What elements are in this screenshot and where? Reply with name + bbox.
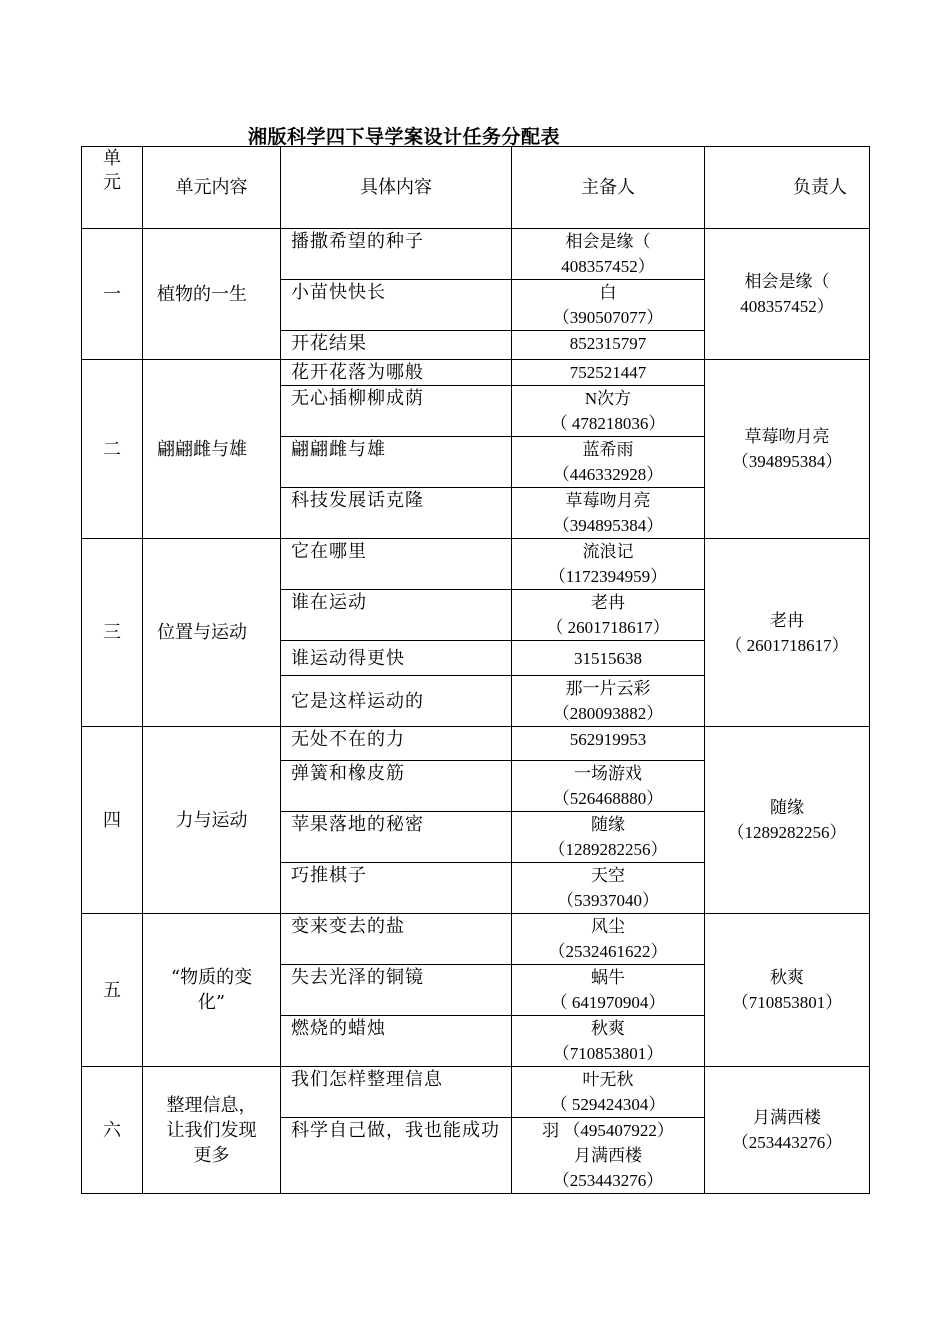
prep-line: 408357452） xyxy=(561,257,655,276)
prep-cell xyxy=(512,863,705,914)
topic-cell: 失去光泽的铜镜 xyxy=(281,965,512,1016)
prep-line: （2532461622） xyxy=(548,942,668,961)
prep-line: 老冉 xyxy=(591,593,625,612)
prep-line: 那一片云彩 xyxy=(565,679,651,698)
prep-cell xyxy=(512,1016,705,1067)
unit-number: 二 xyxy=(82,360,143,539)
prep-line: （390507077） xyxy=(552,308,664,327)
prep-cell xyxy=(512,1118,705,1194)
topic-cell: 苹果落地的秘密 xyxy=(281,812,512,863)
unit-number: 四 xyxy=(82,727,143,914)
resp-line: （ 2601718617） xyxy=(725,635,849,655)
resp-cell xyxy=(705,1067,870,1194)
unit-number: 五 xyxy=(82,914,143,1067)
resp-line: （1289282256） xyxy=(727,823,847,842)
header-content: 单元内容 xyxy=(143,147,281,229)
header-unit xyxy=(82,147,143,229)
prep-line: （710853801） xyxy=(552,1044,664,1063)
topic-cell: 燃烧的蜡烛 xyxy=(281,1016,512,1067)
unit-name: 力与运动 xyxy=(143,727,281,914)
unit-number: 六 xyxy=(82,1067,143,1194)
header-detail: 具体内容 xyxy=(281,147,512,229)
resp-line: 月满西楼 xyxy=(753,1108,821,1127)
resp-line: 随缘 xyxy=(770,798,804,817)
prep-cell xyxy=(512,812,705,863)
unit-name xyxy=(143,1067,281,1194)
prep-cell xyxy=(512,590,705,641)
prep-cell xyxy=(512,488,705,539)
prep-line: （1172394959） xyxy=(548,567,668,586)
topic-cell: 翩翩雌与雄 xyxy=(281,437,512,488)
header-unit-line2: 元 xyxy=(103,172,121,193)
prep-line: （446332928） xyxy=(552,465,664,484)
prep-line: 风尘 xyxy=(591,917,625,936)
prep-line: 羽 （495407922） xyxy=(542,1121,674,1140)
prep-cell xyxy=(512,965,705,1016)
task-assignment-table xyxy=(81,146,870,1194)
prep-cell xyxy=(512,280,705,331)
resp-line: （253443276） xyxy=(731,1133,843,1152)
resp-cell xyxy=(705,727,870,914)
resp-cell xyxy=(705,914,870,1067)
table-row xyxy=(82,539,870,590)
topic-cell: 无心插柳柳成荫 xyxy=(281,386,512,437)
topic-cell: 我们怎样整理信息 xyxy=(281,1067,512,1118)
prep-line: 852315797 xyxy=(569,334,647,353)
unit-name-line: 更多 xyxy=(193,1144,230,1166)
prep-cell xyxy=(512,914,705,965)
resp-cell xyxy=(705,229,870,360)
prep-line: 流浪记 xyxy=(582,542,634,561)
resp-line: 草莓吻月亮 xyxy=(744,427,830,446)
unit-number: 三 xyxy=(82,539,143,727)
prep-cell xyxy=(512,727,705,761)
unit-name-line: “物质的变 xyxy=(170,967,253,988)
table-row xyxy=(82,914,870,965)
prep-line: N次方 xyxy=(584,389,632,408)
prep-cell xyxy=(512,641,705,676)
prep-line: 一场游戏 xyxy=(574,764,642,783)
prep-line: 天空 xyxy=(591,866,625,885)
topic-cell: 谁运动得更快 xyxy=(281,641,512,676)
prep-line: 562919953 xyxy=(569,730,647,749)
topic-cell: 花开花落为哪般 xyxy=(281,360,512,386)
topic-cell: 弹簧和橡皮筋 xyxy=(281,761,512,812)
prep-line: （ 478218036） xyxy=(550,414,666,433)
prep-line: （253443276） xyxy=(552,1171,664,1190)
table-row xyxy=(82,229,870,280)
topic-cell: 巧推棋子 xyxy=(281,863,512,914)
unit-number: 一 xyxy=(82,229,143,360)
prep-cell xyxy=(512,229,705,280)
table-row xyxy=(82,1067,870,1118)
table-row xyxy=(82,727,870,761)
prep-line: 蜗牛 xyxy=(591,968,625,987)
prep-line: 随缘 xyxy=(591,815,625,834)
resp-line: （394895384） xyxy=(731,452,843,471)
topic-cell: 谁在运动 xyxy=(281,590,512,641)
header-resp: 负责人 xyxy=(705,147,870,229)
table-row xyxy=(82,360,870,386)
topic-cell: 小苗快快长 xyxy=(281,280,512,331)
topic-cell: 它在哪里 xyxy=(281,539,512,590)
prep-line: 蓝希雨 xyxy=(582,440,634,459)
prep-cell xyxy=(512,539,705,590)
prep-line: （394895384） xyxy=(552,516,664,535)
prep-line: （280093882） xyxy=(552,704,664,723)
resp-cell xyxy=(705,360,870,539)
unit-name: 位置与运动 xyxy=(143,539,281,727)
unit-name: 植物的一生 xyxy=(143,229,281,360)
prep-cell xyxy=(512,1067,705,1118)
topic-cell: 科学自己做，我也能成功 xyxy=(281,1118,512,1194)
topic-cell: 开花结果 xyxy=(281,331,512,360)
prep-line: （526468880） xyxy=(552,789,664,808)
header-row xyxy=(82,147,870,229)
prep-line: 草莓吻月亮 xyxy=(565,491,651,510)
unit-name-line: 整理信息， xyxy=(166,1094,257,1116)
topic-cell: 无处不在的力 xyxy=(281,727,512,761)
prep-line: （ 2601718617） xyxy=(546,618,670,637)
prep-line: 白 xyxy=(599,283,617,302)
unit-name-line: 化” xyxy=(197,992,226,1013)
prep-line: 752521447 xyxy=(569,363,647,382)
prep-cell xyxy=(512,360,705,386)
header-prep: 主备人 xyxy=(512,147,705,229)
resp-line: 秋爽 xyxy=(770,968,804,987)
resp-line: 408357452） xyxy=(740,297,834,316)
unit-name xyxy=(143,914,281,1067)
prep-line: （ 641970904） xyxy=(550,993,666,1012)
prep-line: 月满西楼 xyxy=(574,1146,642,1165)
unit-name: 翩翩雌与雄 xyxy=(143,360,281,539)
prep-line: （1289282256） xyxy=(548,840,668,859)
resp-line: 老冉 xyxy=(770,610,804,630)
prep-cell xyxy=(512,437,705,488)
resp-cell xyxy=(705,539,870,727)
topic-cell: 播撒希望的种子 xyxy=(281,229,512,280)
prep-cell xyxy=(512,676,705,727)
prep-line: 相会是缘（ xyxy=(565,232,651,251)
prep-cell xyxy=(512,331,705,360)
prep-line: 叶无秋 xyxy=(582,1070,634,1089)
prep-line: （ 529424304） xyxy=(550,1095,666,1114)
page-title: 湘版科学四下导学案设计任务分配表 xyxy=(248,126,561,148)
topic-cell: 科技发展话克隆 xyxy=(281,488,512,539)
topic-cell: 它是这样运动的 xyxy=(281,676,512,727)
prep-line: 秋爽 xyxy=(591,1019,625,1038)
prep-line: （53937040） xyxy=(557,891,659,910)
resp-line: （710853801） xyxy=(731,993,843,1012)
resp-line: 相会是缘（ xyxy=(744,272,830,291)
unit-name-line: 让我们发现 xyxy=(166,1119,257,1141)
prep-cell xyxy=(512,761,705,812)
topic-cell: 变来变去的盐 xyxy=(281,914,512,965)
prep-line: 31515638 xyxy=(574,648,642,668)
header-unit-line1: 单 xyxy=(103,148,121,169)
prep-cell xyxy=(512,386,705,437)
